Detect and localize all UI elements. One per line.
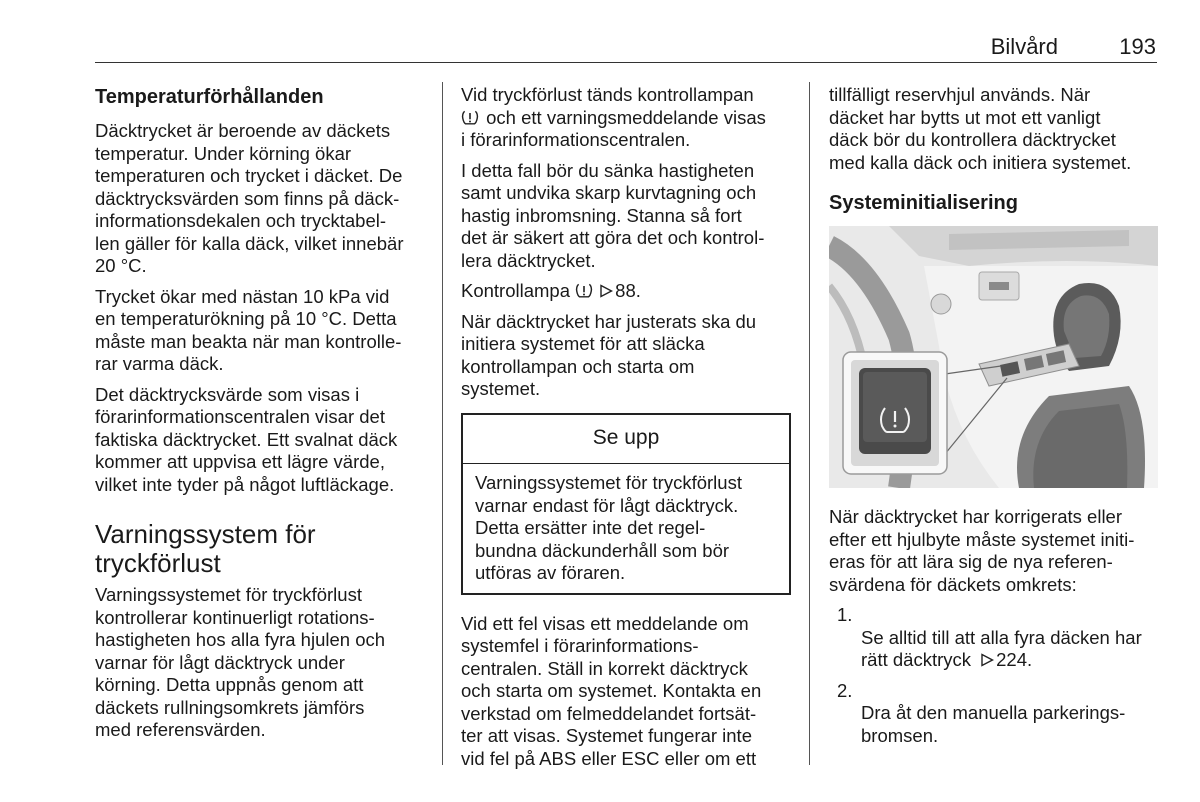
initialization-steps — [829, 604, 1159, 747]
column-right — [829, 84, 1159, 755]
paragraph: I detta fall bör du sänka hastigheten samt undvika skarp kurvtagning och hastig inbromsning. Stanna så fort det är säkert att göra det och kontrol- lera däcktrycket. — [461, 159, 765, 271]
list-item — [829, 680, 1159, 748]
list-item — [829, 604, 1159, 672]
text-run: Vid tryckförlust tänds kontrollampan — [461, 84, 754, 105]
heading-warning-system: Varningssystem för tryckförlust — [95, 519, 316, 578]
text-run: Kontrollampa — [461, 280, 576, 301]
tire-pressure-warning-icon — [461, 109, 479, 126]
column-left — [95, 84, 430, 750]
page-number: 193 — [1119, 34, 1156, 59]
column-divider-2 — [809, 82, 810, 765]
running-header-title: Bilvård — [990, 34, 1058, 59]
caution-box — [461, 413, 791, 595]
page-reference[interactable]: 224. — [996, 649, 1033, 670]
paragraph: När däcktrycket har justerats ska du initiera systemet för att släcka kontrollampan och starta om systemet. — [461, 310, 757, 399]
column-divider-1 — [442, 82, 443, 765]
paragraph: Vid ett fel visas ett meddelande om systemfel i förarinformations- centralen. Ställ in korrekt däcktryck och starta om systemet. Kontakta en verkstad om felmeddelandet fortsät- ter att visas. Systemet fungerar inte vid fel på ABS eller ESC eller om ett — [461, 612, 762, 769]
header-rule — [95, 62, 1157, 63]
paragraph: Däcktrycket är beroende av däckets temperatur. Under körning ökar temperaturen och trycket i däcket. De däcktrycksvärden som finns på däck- informationsdekalen och trycktabel- len gäller för kalla däck, vilket innebär 20 °C. — [95, 120, 404, 276]
step-number: 1. — [837, 604, 853, 625]
caution-body: Varningssystemet för tryckförlust varnar endast för lågt däcktryck. Detta ersätter inte det regel- bundna däckunderhåll som bör utföras av föraren. — [475, 472, 742, 583]
caution-title: Se upp — [463, 415, 789, 465]
text-run: och ett varningsmeddelande visas i förarinformationscentralen. — [461, 106, 766, 150]
cross-reference-triangle-icon — [980, 650, 994, 664]
center-console-photo — [829, 226, 1158, 488]
step-number: 2. — [837, 679, 853, 701]
paragraph — [461, 84, 791, 152]
column-middle — [461, 84, 791, 778]
cross-reference-triangle-icon — [599, 281, 613, 295]
heading-temperature: Temperaturförhållanden — [95, 86, 324, 108]
heading-initialization: Systeminitialisering — [829, 192, 1018, 214]
step-text: Se alltid till att alla fyra däcken har rätt däcktryck — [861, 626, 1142, 670]
paragraph: Varningssystemet för tryckförlust kontrollerar kontinuerligt rotations- hastigheten hos alla fyra hjulen och varnar för lågt däcktryck under körning. Detta uppnås genom att däckets rullningsomkrets jämförs med referensvärden. — [95, 584, 386, 740]
paragraph: När däcktrycket har korrigerats eller efter ett hjulbyte måste systemet initi- eras för att lära sig de nya referen- svärdena för däckets omkrets: — [829, 506, 1135, 595]
paragraph: Trycket ökar med nästan 10 kPa vid en temperaturökning på 10 °C. Detta måste man beakta när man kontrolle- rar varma däck. — [95, 285, 402, 374]
step-text: Dra åt den manuella parkerings- bromsen. — [861, 702, 1126, 746]
paragraph: Det däcktrycksvärde som visas i förarinformationscentralen visar det faktiska däcktrycket. Ett svalnat däck kommer att uppvisa ett lägre värde, vilket inte tyder på något luftläckage. — [95, 383, 398, 495]
page-reference[interactable]: 88. — [615, 280, 641, 301]
tire-pressure-warning-icon — [575, 282, 593, 299]
paragraph: tillfälligt reservhjul används. När däcket har bytts ut mot ett vanligt däck bör du kontrollera däcktrycket med kalla däck och initiera systemet. — [829, 84, 1132, 173]
paragraph — [461, 280, 791, 303]
